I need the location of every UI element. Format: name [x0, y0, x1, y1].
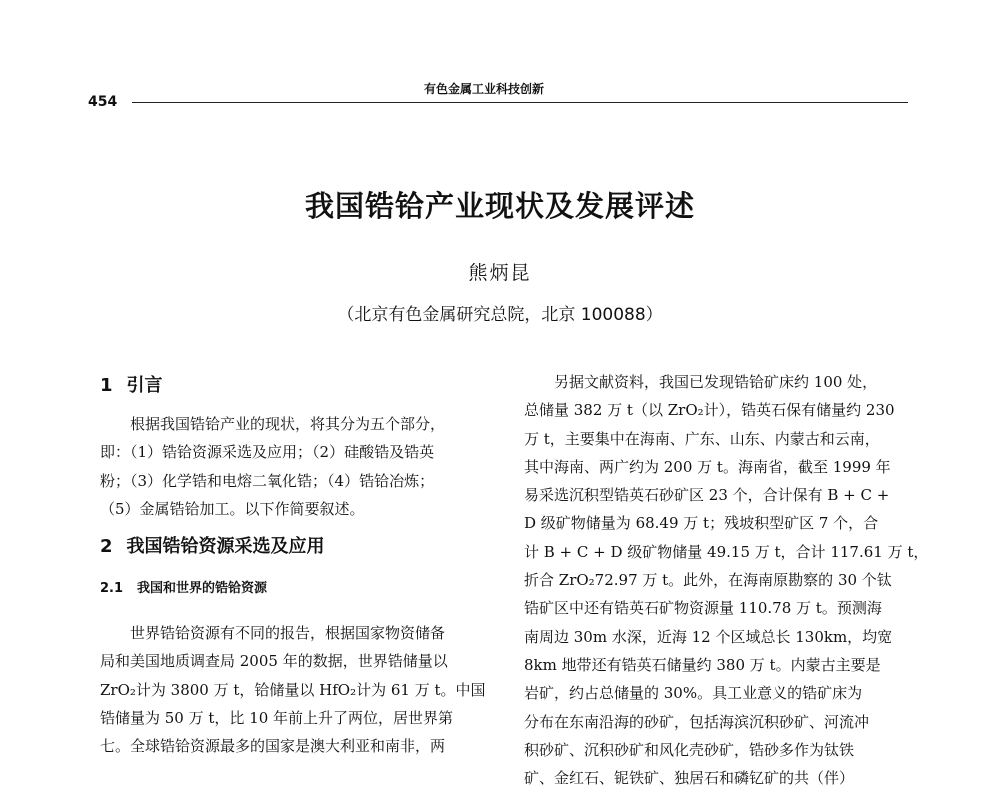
paragraph-line: 七。全球锆铪资源最多的国家是澳大利亚和南非，两 [100, 737, 446, 756]
paragraph-line: 矿、金红石、铌铁矿、独居石和磷钇矿的共（伴） [524, 769, 855, 788]
paragraph-line: 8km 地带还有锆英石储量约 380 万 t。内蒙古主要是 [524, 655, 881, 674]
paragraph-line: ZrO₂计为 3800 万 t，铪储量以 HfO₂计为 61 万 t。中国 [100, 680, 486, 699]
paragraph-line: 计 B + C + D 级矿物储量 49.15 万 t，合计 117.61 万 t， [524, 542, 929, 561]
subsection-title: 我国和世界的锆铪资源 [137, 581, 268, 597]
paragraph-line: 折合 ZrO₂72.97 万 t。此外，在海南原勘察的 30 个钛 [524, 571, 892, 590]
paragraph-line: 粉；（3）化学锆和电熔二氧化锆；（4）锆铪冶炼； [100, 471, 435, 490]
subsection-heading [100, 575, 500, 603]
paragraph-line: 根据我国锆铪产业的现状，将其分为五个部分， [130, 415, 446, 433]
paragraph-line: D 级矿物储量为 68.49 万 t；残坡积型矿区 7 个，合 [524, 514, 879, 533]
author-affiliation: （北京有色金属研究总院，北京 100088） [337, 305, 663, 325]
paragraph-line: 局和美国地质调查局 2005 年的数据，世界锆储量以 [100, 652, 448, 671]
paragraph-line: 总储量 382 万 t（以 ZrO₂计），锆英石保有储量约 230 [524, 401, 895, 420]
section-heading-resources [100, 533, 500, 561]
section-number: 1 [100, 375, 113, 396]
deposits-paragraph [524, 368, 929, 792]
paragraph-line: 万 t，主要集中在海南、广东、山东、内蒙古和云南， [524, 429, 880, 448]
header-rule [132, 102, 908, 103]
section-title: 我国锆铪资源采选及应用 [126, 536, 325, 558]
paragraph-line: 另据文献资料，我国已发现锆铪矿床约 100 处， [554, 373, 878, 391]
intro-paragraph [100, 410, 500, 523]
subsection-number: 2.1 [100, 581, 124, 597]
paragraph-line: 分布在东南沿海的砂矿，包括海滨沉积砂矿、河流冲 [524, 712, 870, 731]
section-heading-intro [100, 372, 500, 400]
paragraph-line: 锆矿区中还有锆英石矿物资源量 110.78 万 t。预测海 [524, 599, 882, 618]
paragraph-line: 南周边 30m 水深，近海 12 个区域总长 130km，均宽 [524, 627, 893, 646]
paragraph-line: 积砂矿、沉积砂矿和风化壳砂矿，锆砂多作为钛铁 [524, 740, 855, 759]
paper-title: 我国锆铪产业现状及发展评述 [304, 189, 695, 223]
paragraph-line: 即：（1）锆铪资源采选及应用；（2）硅酸锆及锆英 [100, 443, 435, 462]
paragraph-line: 锆储量为 50 万 t，比 10 年前上升了两位，居世界第 [100, 709, 454, 728]
section-title: 引言 [126, 375, 163, 396]
section-number: 2 [100, 536, 113, 558]
paragraph-line: 易采选沉积型锆英石砂矿区 23 个，合计保有 B + C + [524, 486, 890, 505]
paragraph-line: 岩矿，约占总储量的 30%。具工业意义的锆矿床为 [524, 684, 863, 703]
paragraph-line: （5）金属锆铪加工。以下作简要叙述。 [100, 499, 365, 518]
page-number: 454 [88, 94, 118, 110]
running-header [88, 80, 908, 108]
resources-paragraph [100, 619, 500, 760]
paragraph-line: 其中海南、两广约为 200 万 t。海南省，截至 1999 年 [524, 457, 891, 476]
journal-name: 有色金属工业科技创新 [424, 82, 545, 96]
left-column [100, 368, 500, 761]
right-column [524, 368, 929, 792]
paragraph-line: 世界锆铪资源有不同的报告，根据国家物资储备 [130, 624, 446, 643]
author-name: 熊炳昆 [468, 262, 532, 284]
